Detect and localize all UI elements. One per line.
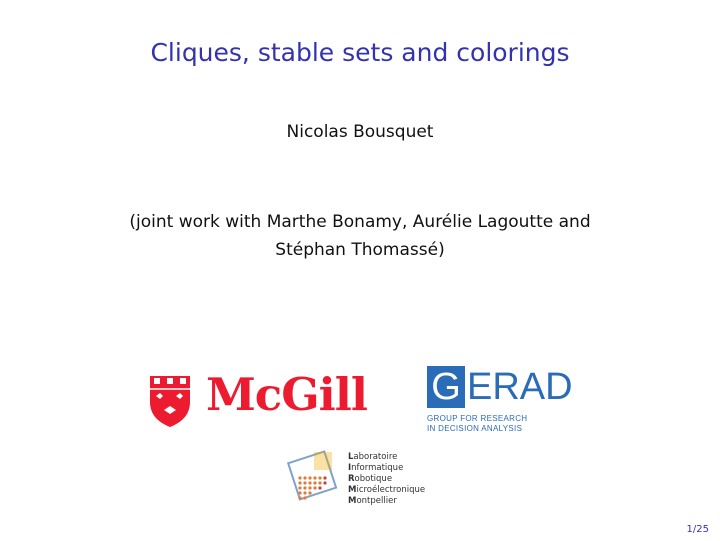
lirmm-line-5: Montpellier [348, 496, 397, 506]
lirmm-line-4: Microélectronique [348, 485, 426, 495]
mcgill-wordmark: McGill [206, 368, 367, 421]
lirmm-emblem-icon [284, 448, 344, 508]
author-name: Nicolas Bousquet [286, 122, 434, 142]
gerad-tagline-2: IN DECISION ANALYSIS [427, 424, 523, 433]
gerad-tagline-1: GROUP FOR RESEARCH [427, 414, 528, 423]
coauthors-line-1: (joint work with Marthe Bonamy, Aurélie Lagoutte and [129, 212, 591, 232]
coauthors [0, 208, 720, 264]
slide-title: Cliques, stable sets and colorings [150, 38, 570, 67]
gerad-wordmark: ERAD [467, 366, 573, 408]
lirmm-line-3: Robotique [348, 474, 393, 484]
lirmm-line-2: Informatique [348, 463, 404, 473]
gerad-first-letter: G [427, 366, 465, 408]
mcgill-logo [146, 368, 386, 428]
gerad-logo [427, 366, 577, 436]
lirmm-logo [284, 448, 444, 508]
gerad-tagline [427, 414, 527, 434]
lirmm-wordmark [348, 452, 425, 507]
lirmm-line-1: Laboratoire [348, 452, 398, 462]
mcgill-crest-icon [146, 372, 194, 428]
page-number: 1/25 [686, 524, 709, 535]
coauthors-line-2: Stéphan Thomassé) [275, 240, 445, 260]
